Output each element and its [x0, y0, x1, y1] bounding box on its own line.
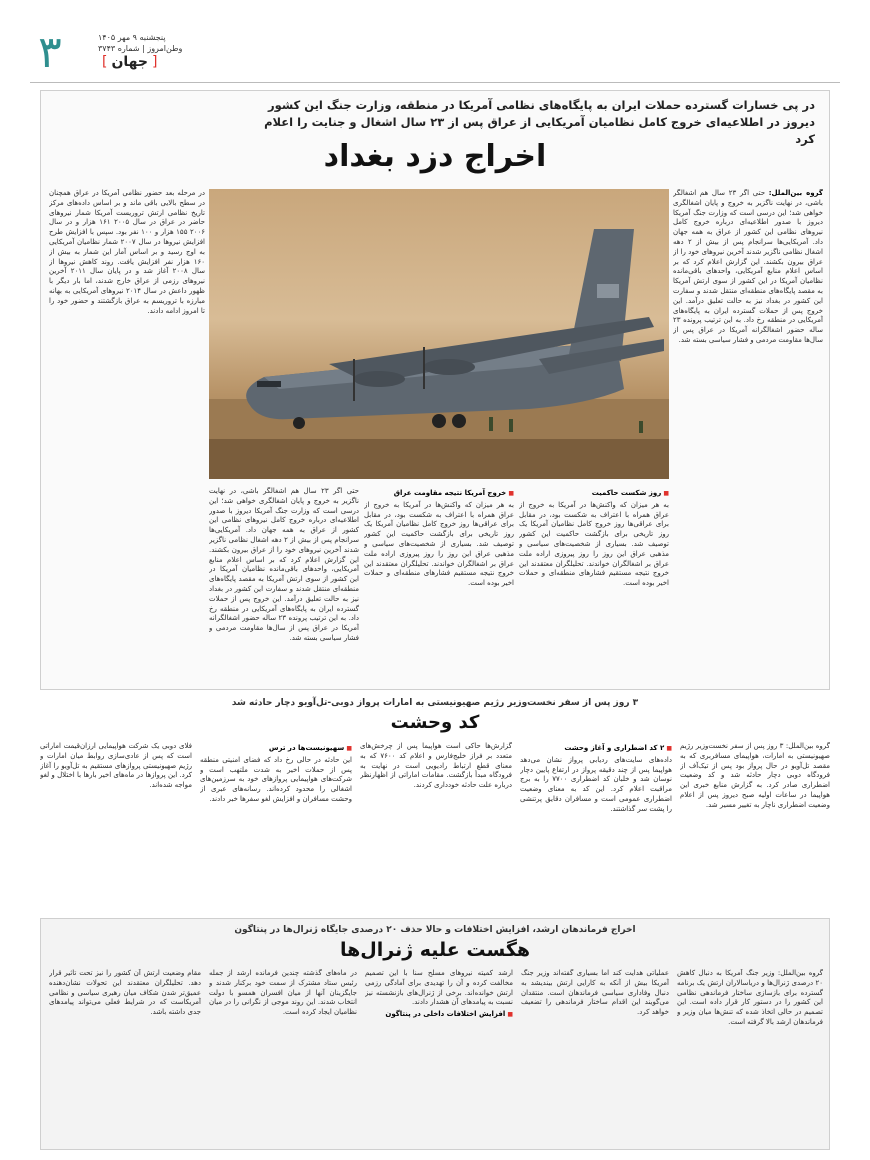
lead-column-mid-1 — [519, 487, 669, 683]
story3-body-2: عملیاتی هدایت کند اما بسیاری گفته‌اند وزیر جنگ آمریکا بیش از آنکه به کارایی ارتش بیندیشد به دنبال وفاداری سیاسی فرماندهان است. منتقدان می‌گویند این اقدام ساختار فرماندهی را تضعیف خواهد کرد. — [521, 969, 669, 1017]
story3-column-4 — [209, 969, 357, 1145]
story2-subhead-1: ■ ۲ کد اضطراری و آغاز وحشت — [520, 744, 672, 754]
lead-column-mid-2 — [364, 487, 514, 683]
aircraft-photo — [209, 189, 669, 479]
lead-body-mid-2: به هر میزان که واکنش‌ها در آمریکا به خروج از عراق همراه با اعتراف به شکست بود، در مقابل برای عراقی‌ها روز خروج کامل نظامیان آمریکا یک روز تاریخی برای بازگشت حاکمیت این کشور توصیف شد. بسیاری از شخصیت‌های سیاسی و مذهبی عراق این روز را روز پیروزی اراده ملت عراق بر اشغالگران خواندند. تحلیلگران معتقدند این خروج نتیجه مستقیم فشارهای منطقه‌ای و حملات اخیر بوده است. — [364, 500, 514, 588]
bracket-left: [ — [102, 54, 108, 70]
story2-column-1 — [680, 742, 830, 910]
story2-column-4 — [200, 742, 352, 910]
page-number: ۳ — [38, 27, 62, 78]
page-header — [30, 28, 840, 80]
issue-info — [98, 32, 182, 54]
story2-subhead-2: ■ سهیونیست‌ها در ترس — [200, 744, 352, 754]
story3-kicker: اخراج فرماندهان ارشد، افزایش اختلافات و حالا حذف ۲۰ درصدی جایگاه ژنرال‌ها در پنتاگون — [234, 925, 636, 935]
story2-title: کد وحشت — [390, 712, 480, 733]
story3-body-1: گروه بین‌الملل: وزیر جنگ آمریکا به دنبال کاهش ۲۰ درصدی ژنرال‌ها و دریاسالاران ارتش یک برنامه گسترده برای بازسازی ساختار فرماندهی نظامی این کشور را در دستور کار قرار داده است. این تصمیم در حالی اتخاذ شده که تنش‌ها میان وزیر و فرماندهان ارشد بالا گرفته است. — [677, 969, 823, 1026]
story2-body-5: فلای دوبی یک شرکت هواپیمایی ارزان‌قیمت اماراتی است که پس از عادی‌سازی روابط میان امارات و رژیم صهیونیستی پروازهای مستقیم به تل‌آویو را آغاز کرد. این پروازها در ماه‌های اخیر بارها با اختلال و لغو مواجه شده‌اند. — [40, 742, 192, 790]
lead-body-mid: به هر میزان که واکنش‌ها در آمریکا به خروج از عراق همراه با اعتراف به شکست بود، در مقابل برای عراقی‌ها روز خروج کامل نظامیان آمریکا یک روز تاریخی برای بازگشت حاکمیت این کشور توصیف شد. بسیاری از شخصیت‌های سیاسی و مذهبی عراق این روز را روز پیروزی اراده ملت عراق بر اشغالگران خواندند. تحلیلگران معتقدند این خروج نتیجه مستقیم فشارهای منطقه‌ای و حملات اخیر بوده است. — [519, 500, 669, 588]
bracket-right: ] — [152, 54, 158, 70]
story3-body-4: در ماه‌های گذشته چندین فرمانده ارشد از جمله رئیس ستاد مشترک از سمت خود برکنار شدند و جایگزینان آنها از میان افسران همسو با دولت انتخاب شدند. این روند موجی از نگرانی را در میان نظامیان ایجاد کرده است. — [209, 969, 357, 1017]
story2-column-5 — [40, 742, 192, 910]
issue-date: پنجشنبه ۹ مهر ۱۴۰۵ — [98, 33, 166, 42]
story3-title: هگست علیه ژنرال‌ها — [339, 939, 531, 961]
story3-column-3 — [365, 969, 513, 1145]
story2-column-2 — [520, 742, 672, 910]
story2-body-2: داده‌های سایت‌های ردیابی پرواز نشان می‌دهد هواپیما پس از چند دقیقه پرواز در ارتفاع پایین دچار نوسان شد و خلبان کد اضطراری ۷۷۰۰ را به برج مراقبت اعلام کرد. این کد به معنای وضعیت اضطراری عمومی است و مسافران دقایق پرتنشی را پشت سر گذاشتند. — [520, 755, 672, 813]
lead-body-mid-3: حتی اگر ۲۳ سال هم اشغالگر باشی، در نهایت ناگزیر به خروج و پایان اشغالگری خواهی شد؛ این درسی است که وزارت جنگ آمریکا دیروز با صدور اطلاعیه‌ای درباره خروج کامل نیروهای نظامی این کشور از عراق به همه جهان داد. آمریکایی‌ها سرانجام پس از بیش از ۲ دهه اشغال نظامی ناگزیر شدند آخرین نیروهای خود را از عراق بیرون بکشند. این گزارش اعلام کرد که بر اساس اعلام منابع آمریکایی، واحدهای باقی‌مانده نظامیان آمریکا در این کشور از سوی ارتش آمریکا به مقصد پایگاه‌های منطقه‌ای منتقل شدند و سفارت این کشور در بغداد نیز به حالت تعلیق درآمد. این خروج پس از حملات گسترده ایران به پایگاه‌های آمریکایی در منطقه رخ داد. به این ترتیب پرونده ۲۳ ساله حضور اشغالگرانه آمریکا در عراق پس از سال‌ها مقاومت مردمی و فشار سیاسی بسته شد. — [209, 487, 359, 642]
issue-number: وطن‌امروز | شماره ۳۷۴۳ — [98, 44, 183, 53]
story2-kicker: ۳ روز پس از سفر نخست‌وزیر رژیم صهیونیستی به امارات پرواز دوبی-تل‌آویو دچار حادثه شد — [231, 698, 639, 708]
story3-box — [40, 918, 830, 1150]
lead-byline: گروه بین‌الملل: — [768, 189, 823, 197]
story2-body-4: این حادثه در حالی رخ داد که فضای امنیتی منطقه پس از حملات اخیر به شدت ملتهب است و شرکت‌های هواپیمایی پروازهای خود به سرزمین‌های اشغالی را محدود کرده‌اند. رسانه‌های عبری از وحشت مسافران و افزایش لغو سفرها خبر دادند. — [200, 755, 352, 803]
story2-column-3 — [360, 742, 512, 910]
lead-column-mid-3 — [209, 487, 359, 683]
lead-subhead-2: ■ خروج آمریکا نتیجه مقاومت عراق — [364, 489, 514, 499]
lead-body-right: حتی اگر ۲۳ سال هم اشغالگر باشی، در نهایت ناگزیر به خروج و پایان اشغالگری خواهی شد؛ این درسی است که وزارت جنگ آمریکا دیروز با صدور اطلاعیه‌ای درباره خروج کامل نیروهای نظامی این کشور از عراق به همه جهان داد. آمریکایی‌ها سرانجام پس از بیش از ۲ دهه اشغال نظامی ناگزیر شدند آخرین نیروهای خود را از عراق بیرون بکشند. این گزارش اعلام کرد که بر اساس اعلام منابع آمریکایی، واحدهای باقی‌مانده نظامیان آمریکا در این کشور از سوی ارتش آمریکا به مقصد پایگاه‌های منطقه‌ای منتقل شدند و سفارت این کشور در بغداد نیز به حالت تعلیق درآمد. این خروج پس از حملات گسترده ایران به پایگاه‌های آمریکایی در منطقه رخ داد. به این ترتیب پرونده ۲۳ ساله حضور اشغالگرانه آمریکا در عراق پس از سال‌ها مقاومت مردمی و فشار سیاسی بسته شد. — [673, 189, 823, 344]
story3-body-3: ارشد کمیته نیروهای مسلح سنا با این تصمیم مخالفت کرده و آن را تهدیدی برای آمادگی رزمی ارتش خوانده‌اند. برخی از ژنرال‌های بازنشسته نیز نسبت به پیامدهای آن هشدار دادند. — [365, 969, 513, 1007]
story3-column-5 — [49, 969, 201, 1145]
section-label — [98, 54, 161, 70]
story2-body-3: گزارش‌ها حاکی است هواپیما پس از چرخش‌های متعدد بر فراز خلیج‌فارس و اعلام کد ۷۶۰۰ که به معنای قطع ارتباط رادیویی است در نهایت به فرودگاه مبدأ بازگشت. مقامات اماراتی از اظهارنظر درباره علت حادثه خودداری کردند. — [360, 742, 512, 790]
lead-subhead-1: ■ روز شکست حاکمیت — [519, 489, 669, 499]
header-rule — [30, 82, 840, 83]
story3-column-1 — [677, 969, 823, 1145]
lead-body-left: در مرحله بعد حضور نظامی آمریکا در عراق همچنان در سطح بالایی باقی ماند و بر اساس داده‌های مرکز تاریخ نظامی ارتش تروریست آمریکا شمار نیروهای حاضر در عراق در سال ۲۰۰۵ ۱۶۱ هزار و در سال ۲۰۰۶ ۱۵۵ هزار و ۱۰۰ نفر بود. سپس با افزایش طرح افزایش نیروها در سال ۲۰۰۷ شمار نظامیان آمریکایی به اوج رسید و بر اساس آمار این شمار به بیش از ۱۶۰ هزار نفر افزایش یافت. روند کاهش نیروها از سال ۲۰۰۸ آغاز شد و در پایان سال ۲۰۱۱ آخرین نیروهای رزمی از عراق خارج شدند، اما بار دیگر با ظهور داعش در سال ۲۰۱۴ نیروهای آمریکایی به بهانه مبارزه با تروریسم به عراق بازگشتند و حضور خود را تا امروز ادامه دادند. — [49, 189, 205, 315]
lead-column-right — [673, 189, 823, 681]
lead-column-left — [49, 189, 205, 681]
lead-kicker-line1: در پی خسارات گسترده حملات ایران به پایگاه‌های نظامی آمریکا در منطقه، وزارت جنگ این کشور — [268, 98, 815, 112]
story2-body-1: گروه بین‌الملل: ۳ روز پس از سفر نخست‌وزیر رژیم صهیونیستی به امارات، هواپیمای مسافربری که به مقصد تل‌آویو در حال پرواز بود پس از تیک‌آف از فرودگاه دوبی دچار حادثه شد و کد وضعیت اضطراری صادر کرد. به گزارش منابع خبری این هواپیما در ساعات اولیه صبح دیروز پس از اعلام وضعیت اضطراری ناچار به تغییر مسیر شد. — [680, 742, 830, 809]
lead-kicker-line2: دیروز در اطلاعیه‌ای خروج کامل نظامیان آمریکایی از عراق پس از ۲۳ سال اشغال و جنایت را اعلام کرد — [264, 115, 815, 146]
story3-body-5: مقام وضعیت ارتش آن کشور را نیز تحت تأثیر قرار دهد. تحلیلگران معتقدند این تحولات نشان‌دهنده عمیق‌تر شدن شکاف میان رهبری سیاسی و نظامی آمریکاست که در شرایط فعلی می‌تواند پیامدهای جدی داشته باشد. — [49, 969, 201, 1017]
story3-subhead-1: ■ افزایش اختلافات داخلی در پنتاگون — [365, 1010, 513, 1020]
aircraft-illustration — [209, 189, 669, 479]
lead-headline: اخراج دزد بغداد — [323, 139, 547, 174]
story3-column-2 — [521, 969, 669, 1145]
section-title: جهان — [111, 54, 149, 70]
lead-story — [40, 90, 830, 690]
